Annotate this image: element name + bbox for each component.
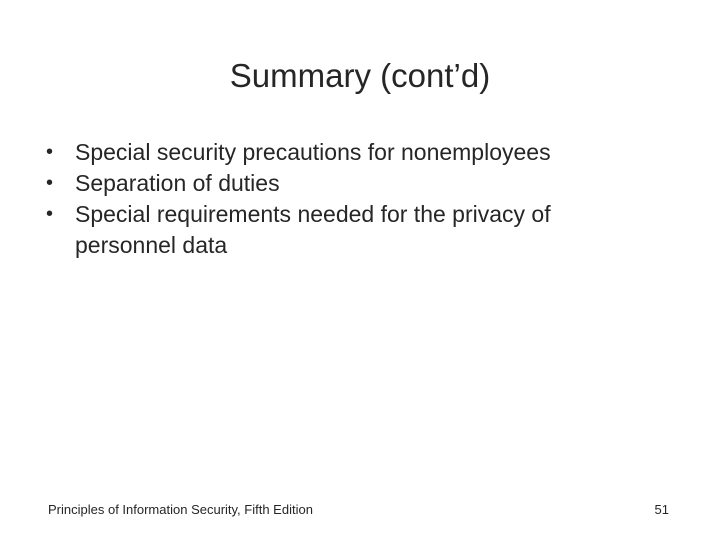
bullet-item-precautions xyxy=(46,137,646,168)
bullet-text: Separation of duties xyxy=(75,170,280,196)
page-number: 51 xyxy=(654,502,669,517)
bullet-list xyxy=(46,137,646,261)
bullet-icon: • xyxy=(46,141,54,163)
bullet-text: Special requirements needed for the privacy of personnel data xyxy=(75,201,551,258)
slide-title: Summary (cont’d) xyxy=(229,57,491,94)
bullet-icon: • xyxy=(46,203,54,225)
bullet-text: Special security precautions for nonemployees xyxy=(75,139,551,165)
bullet-item-separation xyxy=(46,168,646,199)
bullet-icon: • xyxy=(46,172,54,194)
slide-footer: Principles of Information Security, Fifth Edition xyxy=(48,502,313,517)
bullet-item-privacy xyxy=(46,199,646,261)
